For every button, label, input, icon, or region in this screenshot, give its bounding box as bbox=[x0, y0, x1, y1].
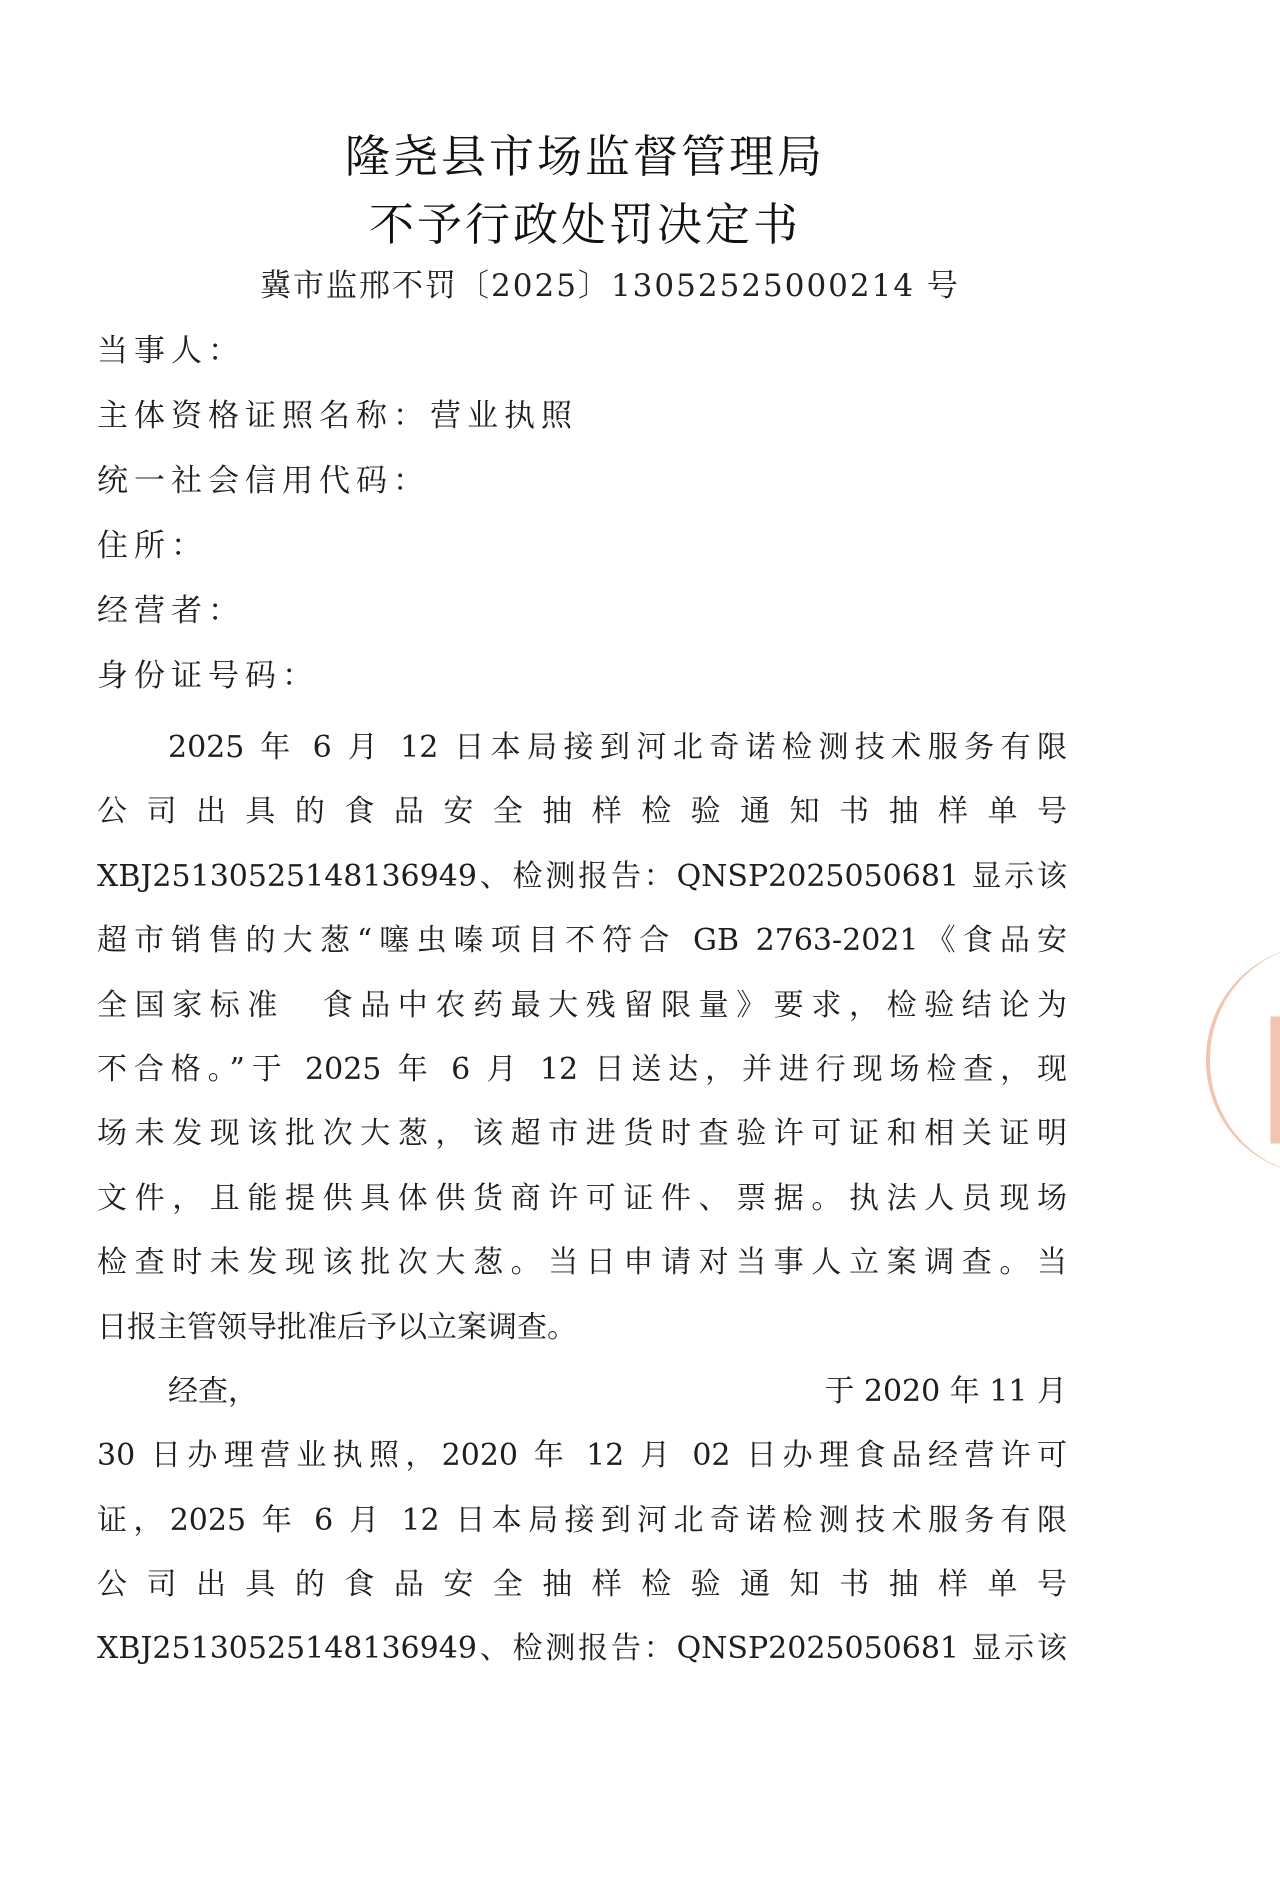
body-line: 公司出具的食品安全抽样检验通知书抽样单号 bbox=[97, 794, 1067, 830]
body-line: 全国家标准 食品中农药最大残留限量》要求，检验结论为 bbox=[97, 987, 1067, 1023]
credit-code-field: 统一社会信用代码： bbox=[97, 463, 430, 499]
document-number: 冀市监邢不罚〔2025〕13052525000214 号 bbox=[260, 268, 960, 304]
body-line: 超市销售的大葱“噻虫嗪项目不符合 GB 2763-2021《食品安 bbox=[97, 923, 1067, 959]
id-number-field: 身份证号码： bbox=[97, 658, 319, 694]
body-line: 公司出具的食品安全抽样检验通知书抽样单号 bbox=[97, 1567, 1067, 1603]
body-line: 场未发现该批次大葱，该超市进货时查验许可证和相关证明 bbox=[97, 1116, 1067, 1152]
body-line bbox=[97, 1360, 1067, 1424]
body-line-end: 于 2020 年 11 月 bbox=[824, 1373, 1067, 1409]
address-field: 住所： bbox=[97, 528, 208, 564]
seal-edge bbox=[1206, 945, 1280, 1175]
body-line-start: 经查， bbox=[168, 1373, 258, 1409]
body-text bbox=[97, 716, 1067, 1682]
license-name-field: 主体资格证照名称：营业执照 bbox=[97, 398, 578, 434]
operator-field: 经营者： bbox=[97, 593, 245, 629]
body-line: XBJ25130525148136949、检测报告：QNSP2025050681 显示该 bbox=[97, 1631, 1067, 1667]
agency-title: 隆尧县市场监督管理局 bbox=[344, 130, 825, 183]
body-line: XBJ25130525148136949、检测报告：QNSP2025050681 显示该 bbox=[97, 858, 1067, 894]
body-line: 日报主管领导批准后予以立案调查。 bbox=[97, 1309, 577, 1345]
body-line: 不合格。”于 2025 年 6 月 12 日送达，并进行现场检查，现 bbox=[97, 1051, 1067, 1087]
document-title: 不予行政处罚决定书 bbox=[368, 198, 801, 251]
body-line: 2025 年 6 月 12 日本局接到河北奇诺检测技术服务有限 bbox=[168, 730, 1067, 765]
body-line: 检查时未发现该批次大葱。当日申请对当事人立案调查。当 bbox=[97, 1245, 1067, 1281]
body-line: 文件，且能提供具体供货商许可证件、票据。执法人员现场 bbox=[97, 1180, 1067, 1216]
party-field: 当事人： bbox=[97, 333, 245, 369]
body-line: 证，2025 年 6 月 12 日本局接到河北奇诺检测技术服务有限 bbox=[97, 1502, 1067, 1538]
body-line: 30 日办理营业执照，2020 年 12 月 02 日办理食品经营许可 bbox=[97, 1438, 1067, 1474]
